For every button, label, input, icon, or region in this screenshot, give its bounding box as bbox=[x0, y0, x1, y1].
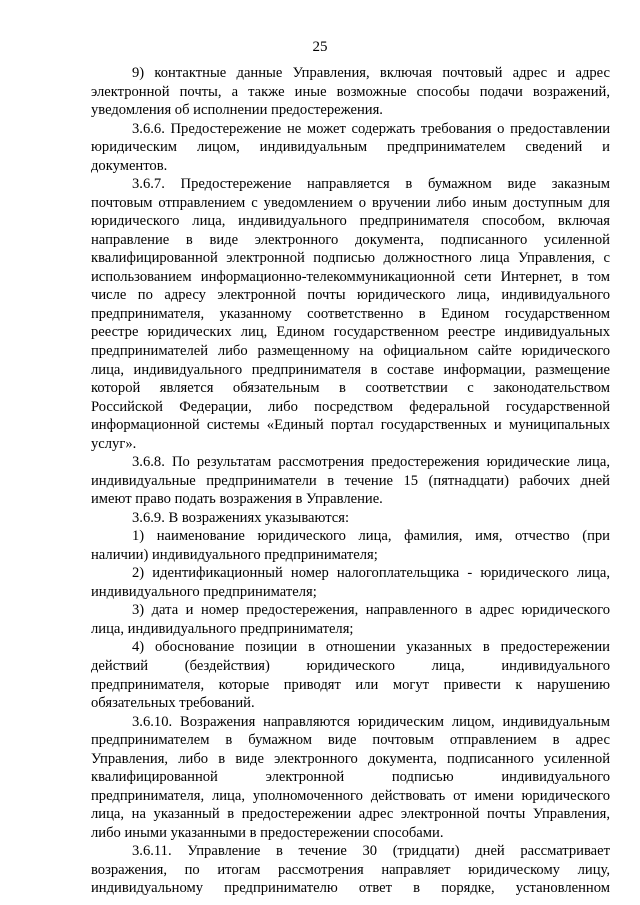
text-line: квалифицированной электронной подписью индивидуального bbox=[91, 769, 610, 786]
text-line: документов. bbox=[91, 157, 168, 174]
text-line: лица, индивидуального предпринимателя; bbox=[91, 620, 354, 637]
text-line: наличии) индивидуального предпринимателя; bbox=[91, 546, 378, 563]
page-number: 25 bbox=[312, 39, 328, 55]
text-line: 9) контактные данные Управления, включая почтовый адрес и адрес bbox=[132, 65, 610, 81]
text-line: обязательных требований. bbox=[91, 695, 255, 712]
text-line: которой является обязательным в соответствии с законодательством bbox=[91, 380, 610, 397]
text-line: Управления, либо в виде электронного документа, подписанного усиленной bbox=[91, 750, 610, 767]
text-line: действий (бездействия) юридического лица, индивидуального bbox=[91, 658, 610, 674]
text-line: почтовым отправлением с уведомлением о вручении либо иным доступным для bbox=[91, 194, 610, 211]
text-line: информационной системы «Единый портал государственных и муниципальных bbox=[91, 417, 610, 434]
text-line: электронной почты, а также иные возможные способы подачи возражений, bbox=[91, 83, 610, 100]
text-line: 3.6.7. Предостережение направляется в бумажном виде заказным bbox=[132, 176, 610, 193]
text-line: услуг». bbox=[91, 435, 137, 452]
text-line: юридического лица, индивидуального предпринимателя способом, включая bbox=[91, 213, 610, 230]
text-line: уведомления об исполнении предостережения. bbox=[91, 102, 383, 119]
text-line: предпринимателя, лица, уполномоченного действовать от имени юридического bbox=[91, 787, 610, 804]
text-line: имеют право подать возражения в Управление. bbox=[91, 491, 383, 508]
text-line: предпринимателя, указанному соответственно в Едином государственном bbox=[91, 305, 610, 322]
text-line: возражения, по итогам рассмотрения направляет юридическому лицу, bbox=[91, 861, 610, 878]
text-line: индивидуальному предпринимателю ответ в порядке, установленном bbox=[91, 880, 610, 897]
text-line: 2) идентификационный номер налогоплательщика - юридического лица, bbox=[132, 565, 610, 582]
text-line: лица, индивидуального предпринимателя в составе информации, размещение bbox=[91, 361, 610, 378]
text-line: либо иными указанными в предостережении способами. bbox=[91, 824, 444, 841]
text-line: лица, на указанный в предостережении адрес электронной почты Управления, bbox=[91, 806, 610, 823]
text-line: 3.6.9. В возражениях указываются: bbox=[132, 509, 350, 526]
text-line: 3) дата и номер предостережения, направленного в адрес юридического bbox=[132, 602, 610, 619]
text-line: индивидуальные предприниматели в течение 15 (пятнадцати) рабочих дней bbox=[91, 472, 610, 489]
text-line: юридическим лицом, индивидуальным предпринимателем сведений и bbox=[91, 139, 610, 156]
text-line: 4) обоснование позиции в отношении указанных в предостережении bbox=[132, 639, 610, 656]
text-line: числе по адресу электронной почты юридического лица, индивидуального bbox=[91, 287, 610, 304]
text-line: 3.6.6. Предостережение не может содержать требования о предоставлении bbox=[132, 120, 610, 137]
text-line: 3.6.11. Управление в течение 30 (тридцати) дней рассматривает bbox=[132, 843, 610, 860]
text-line: 3.6.10. Возражения направляются юридическим лицом, индивидуальным bbox=[132, 713, 610, 730]
text-line: 3.6.8. По результатам рассмотрения предостережения юридические лица, bbox=[132, 454, 610, 471]
text-line: предпринимателем в бумажном виде почтовым отправлением в адрес bbox=[91, 732, 610, 749]
text-line: направление в виде электронного документа, подписанного усиленной bbox=[91, 231, 610, 248]
text-line: индивидуального предпринимателя; bbox=[91, 583, 317, 600]
text-line: использованием информационно-телекоммуникационной сети Интернет, в том bbox=[91, 268, 610, 285]
text-line: предпринимателей либо размещенному на официальном сайте юридического bbox=[91, 342, 610, 359]
text-line: Российской Федерации, либо посредством федеральной государственной bbox=[91, 398, 610, 415]
text-line: предпринимателя, которые приводят или могут привести к нарушению bbox=[91, 676, 610, 693]
text-line: 1) наименование юридического лица, фамилия, имя, отчество (при bbox=[132, 528, 610, 545]
text-line: квалифицированной электронной подписью должностного лица Управления, с bbox=[91, 250, 610, 267]
text-line: реестре юридических лиц, Едином государственном реестре индивидуальных bbox=[91, 324, 610, 341]
document-body bbox=[91, 64, 610, 898]
